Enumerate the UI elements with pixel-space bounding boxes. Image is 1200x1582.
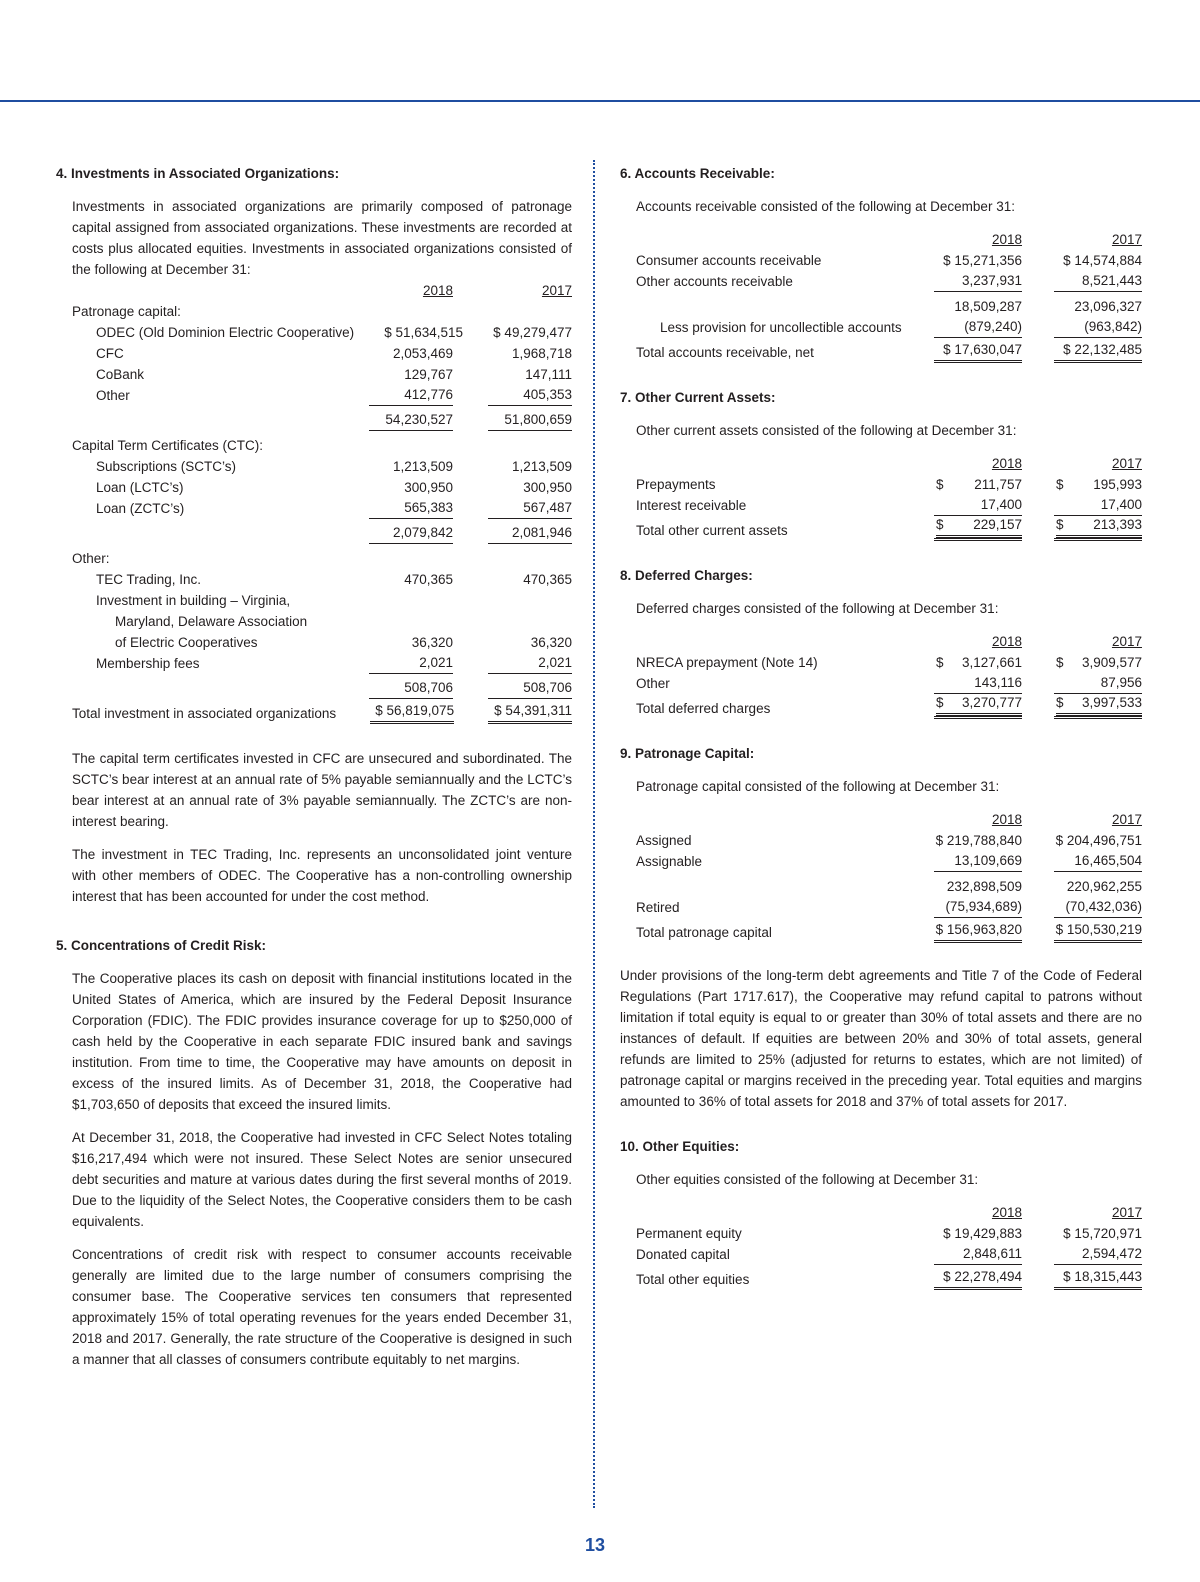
value-2018: 565,383 xyxy=(334,497,453,519)
value-2018: 2,079,842 xyxy=(334,522,453,544)
other-current-assets-table xyxy=(636,453,1142,541)
table-row xyxy=(72,364,572,385)
value-2017: $ 3,997,533 xyxy=(1052,692,1142,719)
table-row xyxy=(636,673,1142,694)
row-label: Other xyxy=(96,388,130,403)
value-2018: $ 3,270,777 xyxy=(932,692,1022,719)
row-label: Other accounts receivable xyxy=(636,274,793,289)
row-label: CoBank xyxy=(96,367,145,382)
value-2018: $ 211,757 xyxy=(936,477,1022,492)
table-row xyxy=(636,474,1142,495)
row-label: Total other current assets xyxy=(636,523,788,538)
row-label: Interest receivable xyxy=(636,498,747,513)
row-label: Permanent equity xyxy=(636,1226,742,1241)
investments-table xyxy=(72,280,572,724)
row-label: Assigned xyxy=(636,833,692,848)
value-2018: $ 156,963,820 xyxy=(932,919,1022,943)
section-credit-risk xyxy=(56,935,572,1370)
paragraph: Other current assets consisted of the following at December 31: xyxy=(636,423,1017,438)
section-heading: 10. Other Equities: xyxy=(620,1139,740,1154)
table-row xyxy=(636,271,1142,292)
value-2018: $ 56,819,075 xyxy=(336,700,454,724)
value-2018: 2,053,469 xyxy=(392,346,453,361)
year-header: 2018 xyxy=(991,812,1022,827)
table-row xyxy=(636,830,1142,851)
year-header: 2018 xyxy=(991,634,1022,649)
row-label: Retired xyxy=(636,900,680,915)
value-2018: (75,934,689) xyxy=(932,896,1022,918)
row-label: Total deferred charges xyxy=(636,701,771,716)
paragraph: Concentrations of credit risk with respect to consumer accounts receivable generally are limited due to the large number of consumers comprising the consumer base. The Cooperative services ten consumers that represented approximately 15% of total operating revenues for the years ended December 31, 2018 and 2017. Generally, the rate structure of the Cooperative is designed in such a manner that all classes of consumers contribute equitably to net margins. xyxy=(72,1247,572,1367)
table-row xyxy=(72,569,572,590)
table-row xyxy=(636,317,1142,338)
value-2017: 470,365 xyxy=(523,572,572,587)
right-column xyxy=(620,163,1142,1306)
table-header-row xyxy=(636,1202,1142,1223)
row-label: Investment in building – Virginia, xyxy=(96,593,291,608)
value-2017: $ 18,315,443 xyxy=(1052,1266,1142,1290)
table-row xyxy=(72,322,572,343)
table-row xyxy=(72,301,572,322)
value-2017: $ 204,496,751 xyxy=(1055,833,1142,848)
value-2017: 23,096,327 xyxy=(1074,299,1142,314)
row-label: of Electric Cooperatives xyxy=(115,635,258,650)
section-heading: 7. Other Current Assets: xyxy=(620,390,776,405)
value-2018: 17,400 xyxy=(932,494,1022,516)
value-2017: 405,353 xyxy=(453,384,572,406)
section-other-equities xyxy=(620,1136,1142,1290)
section-deferred-charges xyxy=(620,565,1142,719)
value-2018: 2,848,611 xyxy=(932,1243,1022,1265)
value-2018: 3,237,931 xyxy=(932,270,1022,292)
value-2017: 2,594,472 xyxy=(1052,1243,1142,1265)
total-row xyxy=(636,1269,1142,1290)
year-header: 2018 xyxy=(991,456,1022,471)
value-2018: 143,116 xyxy=(932,672,1022,694)
value-2018: 470,365 xyxy=(404,572,453,587)
section-accounts-receivable xyxy=(620,163,1142,363)
column-divider xyxy=(593,160,595,1508)
value-2017: $ 213,393 xyxy=(1052,514,1142,541)
value-2018: $ 22,278,494 xyxy=(932,1266,1022,1290)
paragraph: Accounts receivable consisted of the following at December 31: xyxy=(636,199,1015,214)
section-heading: 8. Deferred Charges: xyxy=(620,568,753,583)
value-2018: 129,767 xyxy=(404,367,453,382)
value-2017: 220,962,255 xyxy=(1066,879,1142,894)
row-label: Prepayments xyxy=(636,477,716,492)
table-row xyxy=(72,653,572,674)
value-2018: (879,240) xyxy=(932,316,1022,338)
section-heading: 4. Investments in Associated Organizations: xyxy=(56,166,340,181)
table-row xyxy=(72,435,572,456)
table-row xyxy=(72,498,572,519)
row-label: Assignable xyxy=(636,854,703,869)
table-header-row xyxy=(636,453,1142,474)
table-row xyxy=(72,548,572,569)
total-row xyxy=(636,342,1142,363)
value-2018: $ 229,157 xyxy=(932,514,1022,541)
year-header: 2017 xyxy=(1111,1205,1142,1220)
table-row xyxy=(72,590,572,611)
table-header-row xyxy=(636,809,1142,830)
row-label: Maryland, Delaware Association xyxy=(115,614,308,629)
value-2018: $ 219,788,840 xyxy=(935,833,1022,848)
row-label: Other xyxy=(636,676,670,691)
total-row xyxy=(636,695,1142,719)
year-header: 2018 xyxy=(422,283,453,298)
row-label: Consumer accounts receivable xyxy=(636,253,822,268)
total-row xyxy=(72,703,572,724)
value-2017: 2,021 xyxy=(453,652,572,674)
year-header: 2017 xyxy=(1111,812,1142,827)
value-2017: $ 54,391,311 xyxy=(454,700,572,724)
section-other-current-assets xyxy=(620,387,1142,541)
table-row xyxy=(72,385,572,406)
row-label: Total other equities xyxy=(636,1272,750,1287)
year-header: 2017 xyxy=(541,283,572,298)
value-2017: (70,432,036) xyxy=(1052,896,1142,918)
row-label: Total patronage capital xyxy=(636,925,772,940)
value-2017: $ 49,279,477 xyxy=(493,325,572,340)
value-2018: 412,776 xyxy=(334,384,453,406)
table-row xyxy=(72,632,572,653)
value-2017: 147,111 xyxy=(525,367,572,382)
value-2017: $ 15,720,971 xyxy=(1063,1226,1142,1241)
value-2017: (963,842) xyxy=(1052,316,1142,338)
value-2018: 1,213,509 xyxy=(392,459,453,474)
total-row xyxy=(636,517,1142,541)
table-row xyxy=(636,1223,1142,1244)
value-2018: $ 15,271,356 xyxy=(943,253,1022,268)
year-header: 2018 xyxy=(991,232,1022,247)
subtotal-row xyxy=(72,523,572,544)
row-label: ODEC (Old Dominion Electric Cooperative) xyxy=(96,325,355,340)
paragraph: At December 31, 2018, the Cooperative had invested in CFC Select Notes totaling $16,217,494 which were not insured. These Select Notes are senior unsecured debt securities and mature at various dates during the first several months of 2019. Due to the liquidity of the Select Notes, the Cooperative considers them to be cash equivalents. xyxy=(72,1130,572,1229)
paragraph: Deferred charges consisted of the following at December 31: xyxy=(636,601,999,616)
header-rule xyxy=(0,100,1200,102)
value-2017: $ 3,909,577 xyxy=(1056,655,1142,670)
section-heading: 9. Patronage Capital: xyxy=(620,746,755,761)
row-label: Total investment in associated organizations xyxy=(72,706,337,721)
total-row xyxy=(636,922,1142,943)
page-number: 13 xyxy=(584,1535,606,1555)
value-2017: 2,081,946 xyxy=(453,522,572,544)
paragraph: The investment in TEC Trading, Inc. represents an unconsolidated joint venture with other members of ODEC. The Cooperative has a non-controlling ownership interest that has been accounted for under the cost method. xyxy=(72,847,572,904)
year-header: 2017 xyxy=(1111,456,1142,471)
value-2018: 36,320 xyxy=(411,635,453,650)
subtotal-row xyxy=(72,410,572,431)
value-2017: 300,950 xyxy=(523,480,572,495)
value-2017: 36,320 xyxy=(530,635,572,650)
value-2018: $ 3,127,661 xyxy=(936,655,1022,670)
row-label: Less provision for uncollectible accounts xyxy=(660,320,902,335)
value-2017: 508,706 xyxy=(453,677,572,699)
row-label: TEC Trading, Inc. xyxy=(96,572,202,587)
paragraph: The capital term certificates invested in CFC are unsecured and subordinated. The SCTC’s bear interest at an annual rate of 5% payable semiannually and the LCTC’s bear interest at an annual rate of 3% payable semiannually. The ZCTC’s are non-interest bearing. xyxy=(72,751,572,829)
row-label: Capital Term Certificates (CTC): xyxy=(72,438,264,453)
row-label: Patronage capital: xyxy=(72,304,181,319)
row-label: Other: xyxy=(72,551,110,566)
paragraph: The Cooperative places its cash on deposit with financial institutions located in the United States of America, which are insured by the Federal Deposit Insurance Corporation (FDIC). The FDIC provides insurance coverage for up to $250,000 of cash held by the Cooperative in each separate FDIC insured bank and savings institution. From time to time, the Cooperative may have amounts on deposit in excess of the insured limits. As of December 31, 2018, the Cooperative had $1,703,650 of deposits that exceed the insured limits. xyxy=(72,971,572,1112)
year-header: 2017 xyxy=(1111,232,1142,247)
section-heading: 5. Concentrations of Credit Risk: xyxy=(56,938,267,953)
table-row xyxy=(636,652,1142,673)
row-label: Subscriptions (SCTC’s) xyxy=(96,459,237,474)
subtotal-row xyxy=(636,296,1142,317)
row-label: Donated capital xyxy=(636,1247,730,1262)
subtotal-row xyxy=(636,876,1142,897)
table-header-row xyxy=(72,280,572,301)
table-row xyxy=(72,343,572,364)
value-2018: 300,950 xyxy=(404,480,453,495)
value-2018: $ 51,634,515 xyxy=(384,325,464,340)
table-row xyxy=(72,477,572,498)
table-row xyxy=(636,250,1142,271)
value-2017: 17,400 xyxy=(1052,494,1142,516)
table-row xyxy=(636,495,1142,516)
row-label: Membership fees xyxy=(96,656,200,671)
subtotal-row xyxy=(72,678,572,699)
value-2017: 51,800,659 xyxy=(453,409,572,431)
paragraph: Other equities consisted of the following at December 31: xyxy=(636,1172,979,1187)
value-2018: 2,021 xyxy=(334,652,453,674)
section-investments xyxy=(56,163,572,907)
value-2018: 508,706 xyxy=(334,677,453,699)
row-label: Loan (LCTC’s) xyxy=(96,480,184,495)
value-2017: 1,213,509 xyxy=(511,459,572,474)
value-2017: $ 195,993 xyxy=(1056,477,1142,492)
table-header-row xyxy=(636,631,1142,652)
year-header: 2018 xyxy=(991,1205,1022,1220)
other-equities-table xyxy=(636,1202,1142,1290)
value-2017: 8,521,443 xyxy=(1052,270,1142,292)
value-2017: $ 14,574,884 xyxy=(1063,253,1142,268)
table-row xyxy=(636,897,1142,918)
paragraph: Investments in associated organizations are primarily composed of patronage capital assigned from associated organizations. These investments are recorded at costs plus allocated equities. Investments in associated organizations consisted of the following at December 31: xyxy=(72,199,572,277)
value-2018: 13,109,669 xyxy=(932,850,1022,872)
value-2017: 1,968,718 xyxy=(511,346,572,361)
left-column xyxy=(56,163,572,1386)
table-row xyxy=(72,456,572,477)
value-2018: $ 19,429,883 xyxy=(943,1226,1022,1241)
value-2017: 567,487 xyxy=(453,497,572,519)
row-label: Total accounts receivable, net xyxy=(636,345,814,360)
table-row xyxy=(636,1244,1142,1265)
patronage-capital-table xyxy=(636,809,1142,943)
section-heading: 6. Accounts Receivable: xyxy=(620,166,775,181)
value-2018: 232,898,509 xyxy=(946,879,1022,894)
value-2017: $ 150,530,219 xyxy=(1052,919,1142,943)
accounts-receivable-table xyxy=(636,229,1142,363)
row-label: Loan (ZCTC’s) xyxy=(96,501,185,516)
row-label: CFC xyxy=(96,346,124,361)
paragraph: Under provisions of the long-term debt agreements and Title 7 of the Code of Federal Regulations (Part 1717.617), the Cooperative may refund capital to patrons without limitation if total equity is equal to or greater than 30% of total assets and there are no instances of default. If equities are between 20% and 30% of total assets, general refunds are limited to 25% (adjusted for returns to estates, which are not limited) of patronage capital or margins received in the preceding year. Total equities and margins amounted to 36% of total assets for 2018 and 37% of total assets for 2017. xyxy=(620,968,1142,1109)
value-2017: 87,956 xyxy=(1052,672,1142,694)
value-2017: $ 22,132,485 xyxy=(1052,339,1142,363)
value-2018: 18,509,287 xyxy=(954,299,1022,314)
value-2017: 16,465,504 xyxy=(1052,850,1142,872)
year-header: 2017 xyxy=(1111,634,1142,649)
table-header-row xyxy=(636,229,1142,250)
row-label: NRECA prepayment (Note 14) xyxy=(636,655,818,670)
value-2018: $ 17,630,047 xyxy=(932,339,1022,363)
table-row xyxy=(72,611,572,632)
section-patronage-capital xyxy=(620,743,1142,1112)
paragraph: Patronage capital consisted of the following at December 31: xyxy=(636,779,1000,794)
table-row xyxy=(636,851,1142,872)
value-2018: 54,230,527 xyxy=(334,409,453,431)
deferred-charges-table xyxy=(636,631,1142,719)
